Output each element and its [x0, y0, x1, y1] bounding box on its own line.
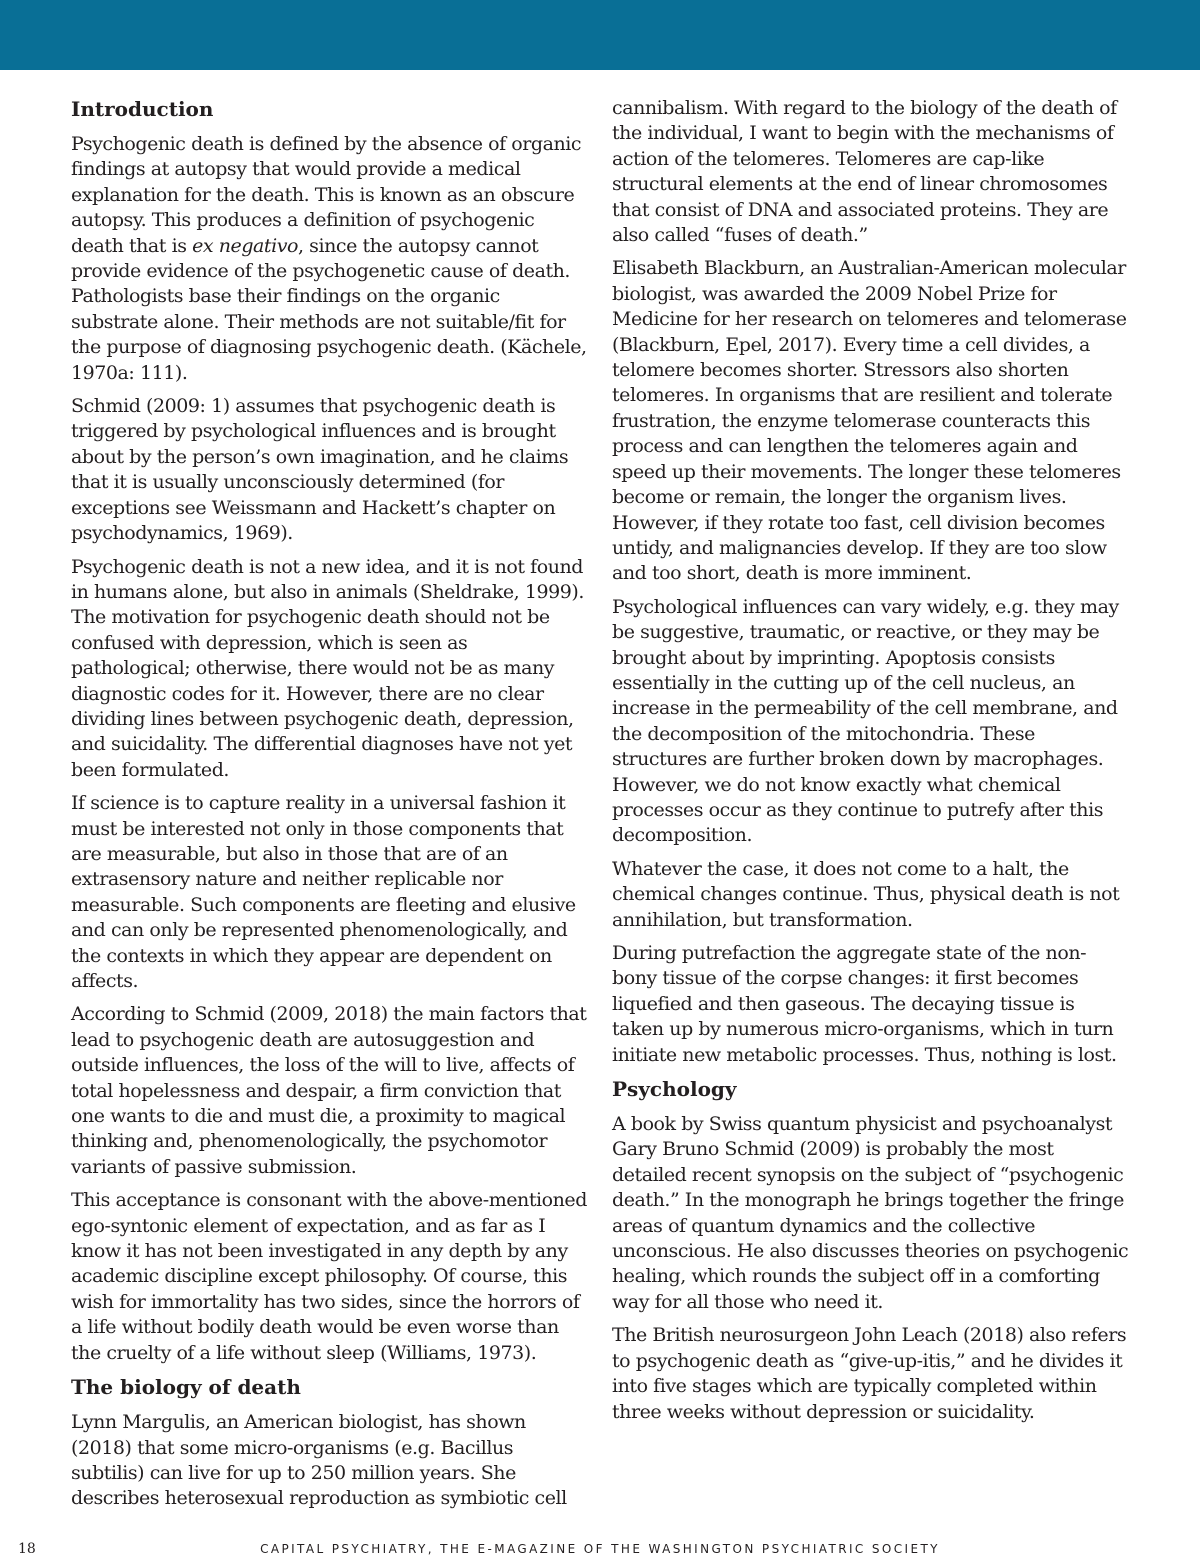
page-number: 18 [18, 1541, 36, 1557]
paragraph: Elisabeth Blackburn, an Australian-American molecular biologist, was awarded the 2009 Nobel Prize for Medicine for her research on telomeres and telomerase (Blackburn, Epel, 2017). Every time a cell divides, a telomere becomes shorter. Stressors also shorten telomeres. In organisms that are resilient and tolerate frustration, the enzyme telomerase counteracts this process and can lengthen the telomeres again and speed up their movements. The longer these telomeres become or remain, the longer the organism lives. However, if they rotate too fast, cell division becomes untidy, and malignancies develop. If they are too slow and too short, death is more imminent. [612, 257, 1127, 585]
paragraph: cannibalism. With regard to the biology of the death of the individual, I want to begin with the mechanisms of action of the telomeres. Telomeres are cap-like structural elements at the end of linear chromosomes that consist of DNA and associated proteins. They are also called “fuses of death.” [612, 97, 1117, 247]
paragraph: Lynn Margulis, an American biologist, has shown (2018) that some micro-organisms (e.g. Bacillus subtilis) can live for up to 250 million years. She describes heterosexual reproduction as symbiotic cell [71, 1411, 567, 1510]
heading-introduction: Introduction [71, 97, 214, 121]
left-column [71, 96, 589, 1520]
paragraph: This acceptance is consonant with the above-mentioned ego-syntonic element of expectation, and as far as I know it has not been investigated in any depth by any academic discipline except philosophy. Of course, this wish for immortality has two sides, since the horrors of a life without bodily death would be even worse than the cruelty of a life without sleep (Williams, 1973). [71, 1189, 587, 1364]
footer-publication: CAPITAL PSYCHIATRY, THE E-MAGAZINE OF THE WASHINGTON PSYCHIATRIC SOCIETY [260, 1542, 940, 1556]
paragraph: Schmid (2009: 1) assumes that psychogenic death is triggered by psychological influences and is brought about by the person’s own imagination, and he claims that it is usually unconsciously determined (for exceptions see Weissmann and Hackett’s chapter on psychodynamics, 1969). [71, 395, 569, 545]
paragraph-text: Psychogenic death is defined by the absence of organic findings at autopsy that would provide a medical explanation for the death. This is known as an obscure autopsy. This produces a definition of psychogenic death that is [71, 133, 582, 257]
paragraph: The British neurosurgeon John Leach (2018) also refers to psychogenic death as “give-up-itis,” and he divides it into five stages which are typically completed within three weeks without depression or suicidality. [612, 1324, 1127, 1423]
right-column [612, 96, 1130, 1433]
paragraph: A book by Swiss quantum physicist and psychoanalyst Gary Bruno Schmid (2009) is probably the most detailed recent synopsis on the subject of “psychogenic death.” In the monograph he brings together the fringe areas of quantum dynamics and the collective unconscious. He also discusses theories on psychogenic healing, which rounds the subject off in a comforting way for all those who need it. [612, 1113, 1129, 1313]
paragraph: If science is to capture reality in a universal fashion it must be interested not only in those components that are measurable, but also in those that are of an extrasensory nature and neither replicable nor measurable. Such components are fleeting and elusive and can only be represented phenomenologically, and the contexts in which they appear are dependent on affects. [71, 792, 576, 992]
paragraph [71, 132, 589, 386]
italic-term: ex negativo [192, 234, 298, 257]
paragraph-text: , since the autopsy cannot provide evidence of the psychogenetic cause of death. Pathologists base their findings on the organic substrate alone. Their methods are not suitable/fit for the purpose of diagnosing psychogenic death. (Kächele, 1970a: 111). [71, 234, 587, 384]
paragraph: According to Schmid (2009, 2018) the main factors that lead to psychogenic death are autosuggestion and outside influences, the loss of the will to live, affects of total hopelessness and despair, a firm conviction that one wants to die and must die, a proximity to magical thinking and, phenomenologically, the psychomotor variants of passive submission. [71, 1003, 587, 1178]
paragraph: Whatever the case, it does not come to a halt, the chemical changes continue. Thus, physical death is not annihilation, but transformation. [612, 857, 1120, 931]
heading-biology-of-death: The biology of death [71, 1375, 301, 1400]
paragraph: Psychological influences can vary widely, e.g. they may be suggestive, traumatic, or reactive, or they may be brought about by imprinting. Apoptosis consists essentially in the cutting up of the cell nucleus, an increase in the permeability of the cell membrane, and the decomposition of the mitochondria. These structures are further broken down by macrophages. However, we do not know exactly what chemical processes occur as they continue to putrefy after this decomposition. [612, 595, 1119, 847]
paragraph: During putrefaction the aggregate state of the non-bony tissue of the corpse changes: it first becomes liquefied and then gaseous. The decaying tissue is taken up by numerous micro-organisms, which in turn initiate new metabolic processes. Thus, nothing is lost. [612, 942, 1117, 1066]
paragraph: Psychogenic death is not a new idea, and it is not found in humans alone, but also in animals (Sheldrake, 1999). The motivation for psychogenic death should not be confused with depression, which is seen as pathological; otherwise, there would not be as many diagnostic codes for it. However, there are no clear dividing lines between psychogenic death, depression, and suicidality. The differential diagnoses have not yet been formulated. [71, 555, 584, 781]
header-band [0, 0, 1200, 70]
heading-psychology: Psychology [612, 1077, 737, 1102]
